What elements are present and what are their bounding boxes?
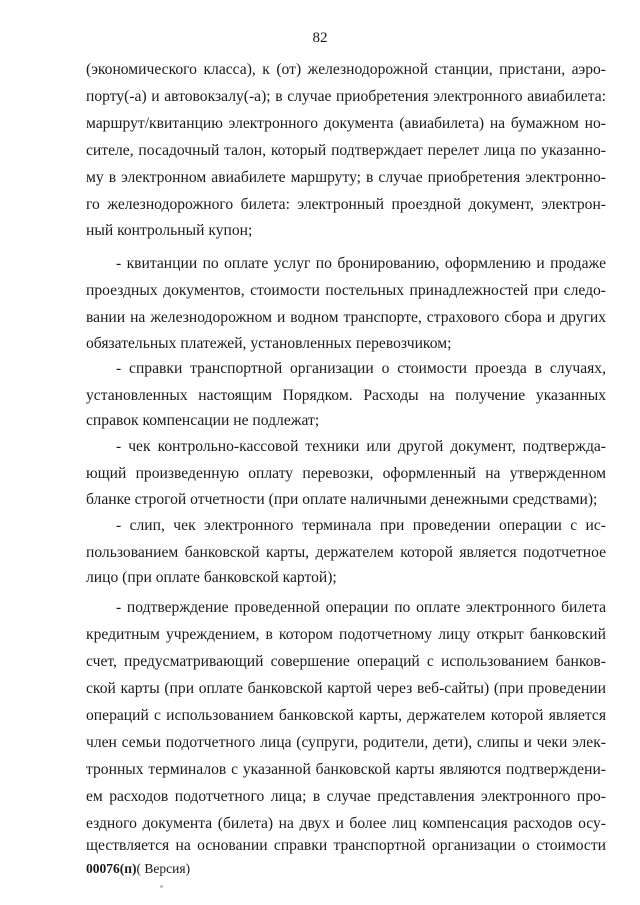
- text-line: тронных терминалов с указанной банковской карты являются подтверждени-: [86, 761, 606, 778]
- scan-speck: [160, 885, 163, 888]
- text-line: ской карты (при оплате банковской картой через веб-сайты) (при проведении: [86, 680, 606, 697]
- text-line: ездного документа (билета) на двух и более лиц компенсация расходов осу-: [86, 815, 606, 832]
- text-line: проездных документов, стоимости постельных принадлежностей при следо-: [86, 282, 606, 299]
- text-line: вании на железнодорожном и водном транспорте, страхового сбора и других: [86, 309, 606, 326]
- document-version: ( Версия): [136, 861, 191, 876]
- text-line: - квитанции по оплате услуг по бронированию, оформлению и продаже: [116, 255, 606, 272]
- text-line: го железнодорожного билета: электронный проездной документ, электрон-: [86, 196, 606, 213]
- text-line: му в электронном авиабилете маршруту; в случае приобретения электронно-: [86, 169, 606, 186]
- text-line: член семьи подотчетного лица (супруги, родители, дети), слипы и чеки элек-: [86, 734, 606, 751]
- text-line: сителе, посадочный талон, который подтверждает перелет лица по указанно-: [86, 142, 606, 159]
- text-line: маршрут/квитанцию электронного документа (авиабилета) на бумажном но-: [86, 115, 606, 132]
- text-line: ющий произведенную оплату перевозки, оформленный на утвержденном: [86, 465, 606, 482]
- text-line: установленных настоящим Порядком. Расходы на получение указанных: [86, 387, 606, 404]
- text-line: - чек контрольно-кассовой техники или другой документ, подтвержда-: [116, 438, 606, 455]
- text-line: ем расходов подотчетного лица; в случае представления электронного про-: [86, 788, 606, 805]
- text-line: кредитным учреждением, в котором подотчетному лицу открыт банковский: [86, 626, 606, 643]
- document-code: 00076(п): [86, 861, 137, 876]
- text-line: - подтверждение проведенной операции по оплате электронного билета: [116, 599, 606, 616]
- text-line: - слип, чек электронного терминала при проведении операции с ис-: [116, 517, 606, 534]
- text-line: бланке строгой отчетности (при оплате наличными денежными средствами);: [86, 491, 598, 508]
- text-line: порту(-а) и автовокзалу(-а); в случае приобретения электронного авиабилета:: [86, 88, 606, 105]
- text-line: ный контрольный купон;: [86, 222, 253, 239]
- text-line: операций с использованием банковской карты, держателем которой является: [86, 707, 606, 724]
- text-line: счет, предусматривающий совершение операций с использованием банков-: [86, 653, 606, 670]
- text-line: (экономического класса), к (от) железнодорожной станции, пристани, аэро-: [86, 61, 606, 78]
- text-line: справок компенсации не подлежат;: [86, 412, 320, 429]
- text-line: - справки транспортной организации о стоимости проезда в случаях,: [116, 360, 606, 377]
- page-number: 82: [312, 30, 328, 46]
- document-footer: [86, 860, 190, 878]
- text-line: пользованием банковской карты, держателем которой является подотчетное: [86, 544, 606, 561]
- text-line: лицо (при оплате банковской картой);: [86, 569, 337, 586]
- text-line: обязательных платежей, установленных перевозчиком;: [86, 335, 452, 352]
- text-line: ществляется на основании справки транспортной организации о стоимости: [86, 837, 606, 854]
